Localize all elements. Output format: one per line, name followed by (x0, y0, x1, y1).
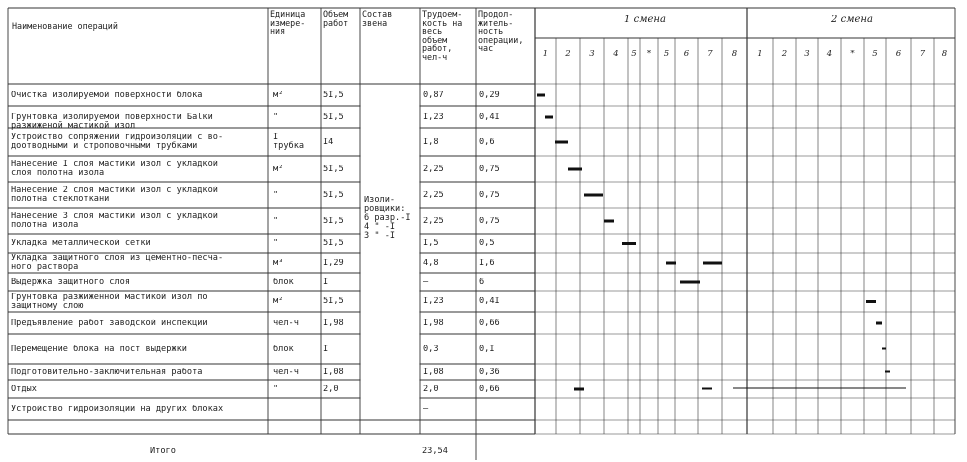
schedule-bar (604, 220, 614, 223)
operation-labor: 0,3 (423, 344, 439, 354)
shift-2-hour-header: 3 (804, 50, 810, 59)
curing-hatch (861, 279, 869, 285)
curing-hatch (797, 279, 805, 285)
operation-labor: I,8 (423, 137, 439, 147)
operation-labor: 2,0 (423, 384, 439, 394)
operation-volume: 5I,5 (323, 239, 344, 248)
shift-2-hour-header: 5 (872, 50, 878, 59)
operation-duration: 0,5 (479, 239, 495, 248)
total-value: 23,54 (422, 447, 448, 456)
curing-hatch (781, 279, 789, 285)
curing-hatch (741, 279, 749, 285)
operation-unit: м² (273, 164, 284, 174)
crew-composition: Изоли- ровщики: 6 разр.-I 4 " -I 3 " -I (364, 196, 411, 241)
operation-duration: 0,75 (479, 164, 500, 174)
operation-duration (479, 405, 534, 425)
operation-labor: I,08 (423, 367, 444, 377)
operation-labor: I,23 (423, 112, 444, 122)
shift-2-hour-header: * (850, 50, 855, 59)
shift-1-hour-header: * (646, 50, 652, 59)
operation-unit: " (273, 239, 279, 248)
operation-labor: I,5 (423, 239, 439, 248)
shift-1-hour-header: 6 (683, 50, 690, 59)
shift-1-hour-header: 4 (613, 50, 619, 59)
operation-unit: " (273, 384, 279, 394)
operation-name: Очистка изолируемой поверхности блока (11, 90, 203, 100)
shift-1-hour-header: 5 (663, 50, 670, 59)
curing-hatch (757, 279, 765, 285)
operation-labor: 2,25 (423, 190, 444, 200)
operation-volume: I,98 (323, 318, 344, 328)
shift-2-hour-header: 6 (895, 50, 902, 59)
schedule-bar (545, 116, 553, 119)
operation-name: Перемещение блока на пост выдержки (11, 344, 187, 354)
curing-hatch (773, 279, 781, 285)
operation-volume: I4 (323, 137, 334, 147)
operation-duration: 0,75 (479, 190, 500, 200)
shift-1-hour-header: 8 (731, 50, 738, 59)
labor-column-header: Трудоем- кость на весь объем работ, чел-ч (422, 10, 463, 62)
shift-1-hour-header: 2 (565, 50, 571, 59)
operation-volume: I (323, 344, 329, 354)
operation-unit: блок (273, 277, 294, 287)
operation-labor: I,23 (423, 297, 444, 306)
operation-unit: " (273, 190, 279, 200)
operation-duration: 0,6 (479, 137, 495, 147)
operation-unit (273, 405, 320, 425)
operation-volume: 2,0 (323, 384, 339, 394)
operation-unit: чел-ч (273, 318, 299, 328)
operation-volume: I,08 (323, 367, 344, 377)
operation-name: Устройство сопряжений гидроизоляции с во- доотводными и строповочными трубками (11, 133, 224, 151)
operation-duration: 0,I (479, 344, 495, 354)
operation-duration: I,6 (479, 258, 495, 268)
shift-2-hour-header: 1 (757, 50, 763, 59)
operation-unit: I трубка (273, 133, 305, 151)
operation-labor: — (423, 277, 429, 287)
curing-hatch (845, 279, 853, 285)
curing-hatch (781, 279, 789, 285)
operation-volume: I,29 (323, 258, 344, 268)
operation-labor: — (423, 404, 429, 414)
operation-labor: 4,8 (423, 258, 439, 268)
operation-volume: 5I,5 (323, 164, 344, 174)
schedule-bar (574, 388, 584, 391)
shift-1-label: 1 смена (624, 15, 666, 25)
operation-labor: I,98 (423, 318, 444, 328)
shift-1-hour-header: 1 (542, 50, 549, 59)
curing-hatch (741, 279, 749, 285)
operation-name: Укладка металлической сетки (11, 239, 151, 248)
operation-name: Отдых (11, 384, 37, 394)
shift-1-hour-header: 7 (707, 50, 713, 59)
operation-name: Укладка защитного слоя из цементно-песча- ного раствора (11, 254, 224, 272)
curing-hatch (725, 279, 733, 285)
curing-hatch (749, 279, 757, 285)
operation-volume: 5I,5 (323, 90, 344, 100)
schedule-bar (882, 348, 886, 350)
operation-name: Подготовительно-заключительная работа (11, 367, 203, 377)
curing-hatch (773, 279, 781, 285)
curing-hatch (725, 279, 733, 285)
schedule-bar (885, 371, 890, 373)
shift-2-label: 2 смена (831, 15, 873, 25)
total-label: Итого (150, 447, 176, 456)
curing-hatch (805, 279, 813, 285)
duration-column-header: Продол- житель- ность операции, час (478, 10, 524, 54)
shift-1-hour-header: 3 (589, 50, 595, 59)
curing-hatch (821, 279, 829, 285)
schedule-bar (568, 168, 582, 171)
curing-hatch (757, 279, 765, 285)
operation-volume: 5I,5 (323, 216, 344, 226)
schedule-bar (666, 262, 676, 265)
schedule-bar (584, 194, 603, 197)
shift-1-hour-header: 5 (631, 50, 637, 59)
unit-column-header: Единица измере- ния (270, 10, 306, 37)
operation-volume (323, 405, 359, 425)
operation-name: Устройство гидроизоляции на других блоках (11, 404, 224, 414)
operation-volume: I (323, 277, 329, 287)
curing-hatch (805, 279, 813, 285)
operation-unit: м² (273, 297, 284, 306)
schedule-bar (680, 281, 700, 284)
operation-unit: " (273, 216, 279, 226)
curing-hatch (853, 279, 861, 285)
curing-hatch (821, 279, 829, 285)
operation-volume: 5I,5 (323, 190, 344, 200)
schedule-bar (702, 388, 712, 390)
operation-labor: 0,87 (423, 90, 444, 100)
operation-duration: 0,75 (479, 216, 500, 226)
operation-volume: 5I,5 (323, 297, 344, 306)
operation-unit: блок (273, 344, 294, 354)
curing-hatch (861, 279, 869, 285)
operation-duration: 6 (479, 277, 485, 287)
operation-name: Нанесение I слоя мастики изол с укладкой слоя полотна изола (11, 160, 218, 178)
curing-hatch (813, 279, 821, 285)
operation-duration: 0,66 (479, 384, 500, 394)
operation-duration: 0,29 (479, 90, 500, 100)
curing-hatch (733, 279, 741, 285)
volume-column-header: Объем работ (323, 10, 349, 28)
operation-column-header: Наименование операций (12, 22, 118, 31)
curing-hatch (765, 279, 773, 285)
operation-duration: 0,36 (479, 367, 500, 377)
shift-2-hour-header: 7 (919, 50, 926, 59)
shift-2-hour-header: 4 (826, 50, 833, 59)
shift-2-hour-header: 8 (941, 50, 948, 59)
operation-duration: 0,66 (479, 318, 500, 328)
curing-hatch (829, 279, 837, 285)
curing-hatch (829, 279, 837, 285)
operation-unit: чел-ч (273, 367, 299, 377)
schedule-bar (866, 300, 876, 303)
operation-name: Грунтовка разжиженной мастикой изол по защитному слою (11, 292, 208, 311)
operation-volume: 5I,5 (323, 112, 344, 122)
curing-hatch (749, 279, 757, 285)
operation-name: Грунтовка изолируемой поверхности Бalки разжиженой мастикой изол (11, 112, 213, 131)
curing-hatch (733, 279, 741, 285)
operation-unit: м² (273, 90, 284, 100)
schedule-bar (555, 141, 568, 144)
schedule-bar (537, 94, 545, 97)
operation-name: Выдержка защитного слоя (11, 277, 130, 287)
operation-duration: 0,4I (479, 297, 500, 306)
operation-name: Нанесение 2 слоя мастики изол с укладкой полотна стеклоткани (11, 186, 218, 204)
operation-duration: 0,4I (479, 112, 500, 122)
curing-hatch (813, 279, 821, 285)
curing-hatch (765, 279, 773, 285)
curing-hatch (797, 279, 805, 285)
shift-2-hour-header: 2 (781, 50, 788, 59)
schedule-bar (733, 388, 906, 389)
curing-hatch (853, 279, 861, 285)
crew-column-header: Состав звена (362, 10, 393, 28)
schedule-bar (622, 242, 636, 245)
schedule-bar (703, 262, 722, 265)
operation-labor: 2,25 (423, 164, 444, 174)
operation-unit: м³ (273, 258, 284, 268)
curing-hatch (845, 279, 853, 285)
schedule-bar (876, 322, 882, 325)
operation-name: Нанесение 3 слоя мастики изол с укладкой полотна изола (11, 212, 218, 230)
operation-labor: 2,25 (423, 216, 444, 226)
operation-unit: " (273, 112, 279, 122)
operation-name: Предъявление работ заводской инспекции (11, 318, 208, 328)
